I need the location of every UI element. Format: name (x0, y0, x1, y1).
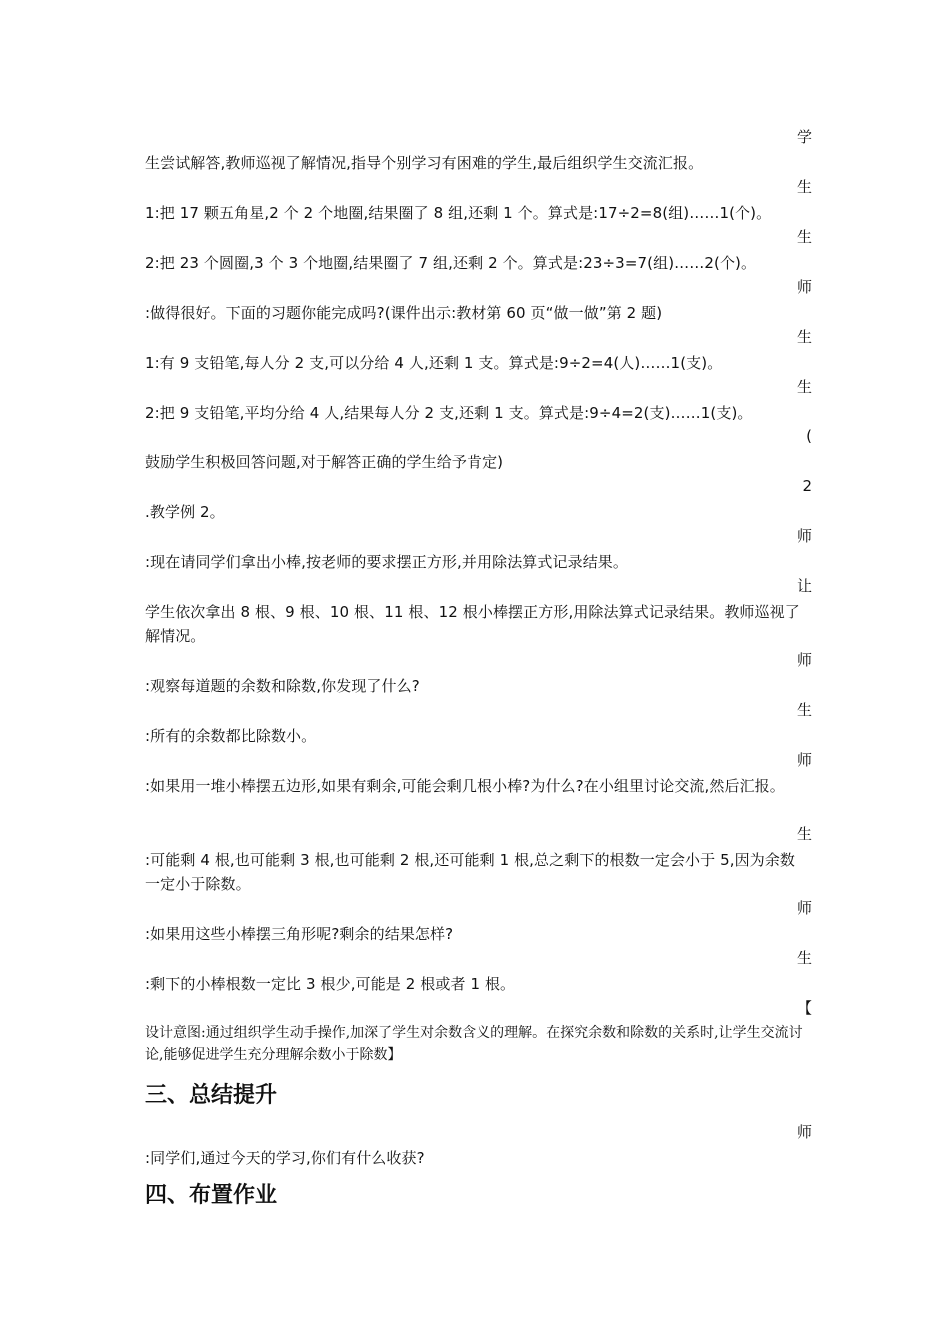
speaker-marker: ( (806, 427, 812, 445)
paragraph-block (145, 227, 810, 275)
paragraph-block (145, 824, 810, 896)
speaker-marker: 学 (796, 128, 812, 146)
speaker-marker: 生 (796, 701, 812, 719)
section-heading-summary: 三、总结提升 (145, 1083, 278, 1108)
speaker-marker: 生 (796, 178, 812, 196)
paragraph-block (145, 898, 810, 946)
paragraph-text: 学生依次拿出 8 根、9 根、10 根、11 根、12 根小棒摆正方形,用除法算式记录结果。教师巡视了解情况。 (145, 603, 800, 645)
design-intent-text: 设计意图:通过组织学生动手操作,加深了学生对余数含义的理解。在探究余数和除数的关系时,让学生交流讨论,能够促进学生充分理解余数小于除数】 (145, 1025, 803, 1063)
paragraph-block (145, 526, 810, 574)
paragraph-text: :现在请同学们拿出小棒,按老师的要求摆正方形,并用除法算式记录结果。 (145, 553, 628, 571)
speaker-marker: 生 (796, 228, 812, 246)
speaker-marker: 师 (796, 899, 812, 917)
speaker-marker: 师 (796, 278, 812, 296)
design-intent-note (145, 998, 810, 1066)
speaker-marker: 生 (796, 328, 812, 346)
paragraph-text: 2:把 9 支铅笔,平均分给 4 人,结果每人分 2 支,还剩 1 支。算式是:9÷4=2(支)……1(支)。 (145, 404, 753, 422)
paragraph-block (145, 127, 810, 175)
paragraph-block (145, 750, 810, 798)
speaker-marker: 生 (796, 825, 812, 843)
paragraph-block (145, 177, 810, 225)
paragraph-block (145, 476, 810, 524)
paragraph-block (145, 377, 810, 425)
paragraph-text: 1:有 9 支铅笔,每人分 2 支,可以分给 4 人,还剩 1 支。算式是:9÷2=4(人)……1(支)。 (145, 354, 723, 372)
paragraph-block (145, 327, 810, 375)
paragraph-block (145, 650, 810, 698)
speaker-marker: 生 (796, 378, 812, 396)
paragraph-text: :所有的余数都比除数小。 (145, 727, 317, 745)
paragraph-block (145, 576, 810, 648)
paragraph-text: :如果用一堆小棒摆五边形,如果有剩余,可能会剩几根小棒?为什么?在小组里讨论交流,然后汇报。 (145, 777, 785, 795)
paragraph-block (145, 948, 810, 996)
paragraph-text: 生尝试解答,教师巡视了解情况,指导个别学习有困难的学生,最后组织学生交流汇报。 (145, 154, 704, 172)
speaker-marker: 生 (796, 949, 812, 967)
paragraph-text: 2:把 23 个圆圈,3 个 3 个地圈,结果圈了 7 组,还剩 2 个。算式是:23÷3=7(组)……2(个)。 (145, 254, 757, 272)
paragraph-text: :可能剩 4 根,也可能剩 3 根,也可能剩 2 根,还可能剩 1 根,总之剩下的根数一定会小于 5,因为余数一定小于除数。 (145, 851, 796, 893)
speaker-marker: 师 (796, 1123, 812, 1141)
paragraph-block (145, 700, 810, 748)
paragraph-text: .教学例 2。 (145, 503, 225, 521)
speaker-marker: 2 (802, 477, 812, 495)
bracket-marker: 【 (796, 999, 812, 1017)
speaker-marker: 师 (796, 751, 812, 769)
paragraph-block (145, 1122, 810, 1170)
paragraph-block (145, 426, 810, 474)
speaker-marker: 师 (796, 651, 812, 669)
paragraph-block (145, 277, 810, 325)
paragraph-text: 1:把 17 颗五角星,2 个 2 个地圈,结果圈了 8 组,还剩 1 个。算式是:17÷2=8(组)……1(个)。 (145, 204, 772, 222)
paragraph-text: :观察每道题的余数和除数,你发现了什么? (145, 677, 420, 695)
paragraph-text: 鼓励学生积极回答问题,对于解答正确的学生给予肯定) (145, 453, 504, 471)
speaker-marker: 师 (796, 527, 812, 545)
paragraph-text: :剩下的小棒根数一定比 3 根少,可能是 2 根或者 1 根。 (145, 975, 516, 993)
paragraph-text: :做得很好。下面的习题你能完成吗?(课件出示:教材第 60 页“做一做”第 2 题) (145, 304, 663, 322)
speaker-marker: 让 (796, 577, 812, 595)
paragraph-text: :同学们,通过今天的学习,你们有什么收获? (145, 1149, 425, 1167)
paragraph-text: :如果用这些小棒摆三角形呢?剩余的结果怎样? (145, 925, 454, 943)
section-heading-homework: 四、布置作业 (145, 1183, 278, 1208)
